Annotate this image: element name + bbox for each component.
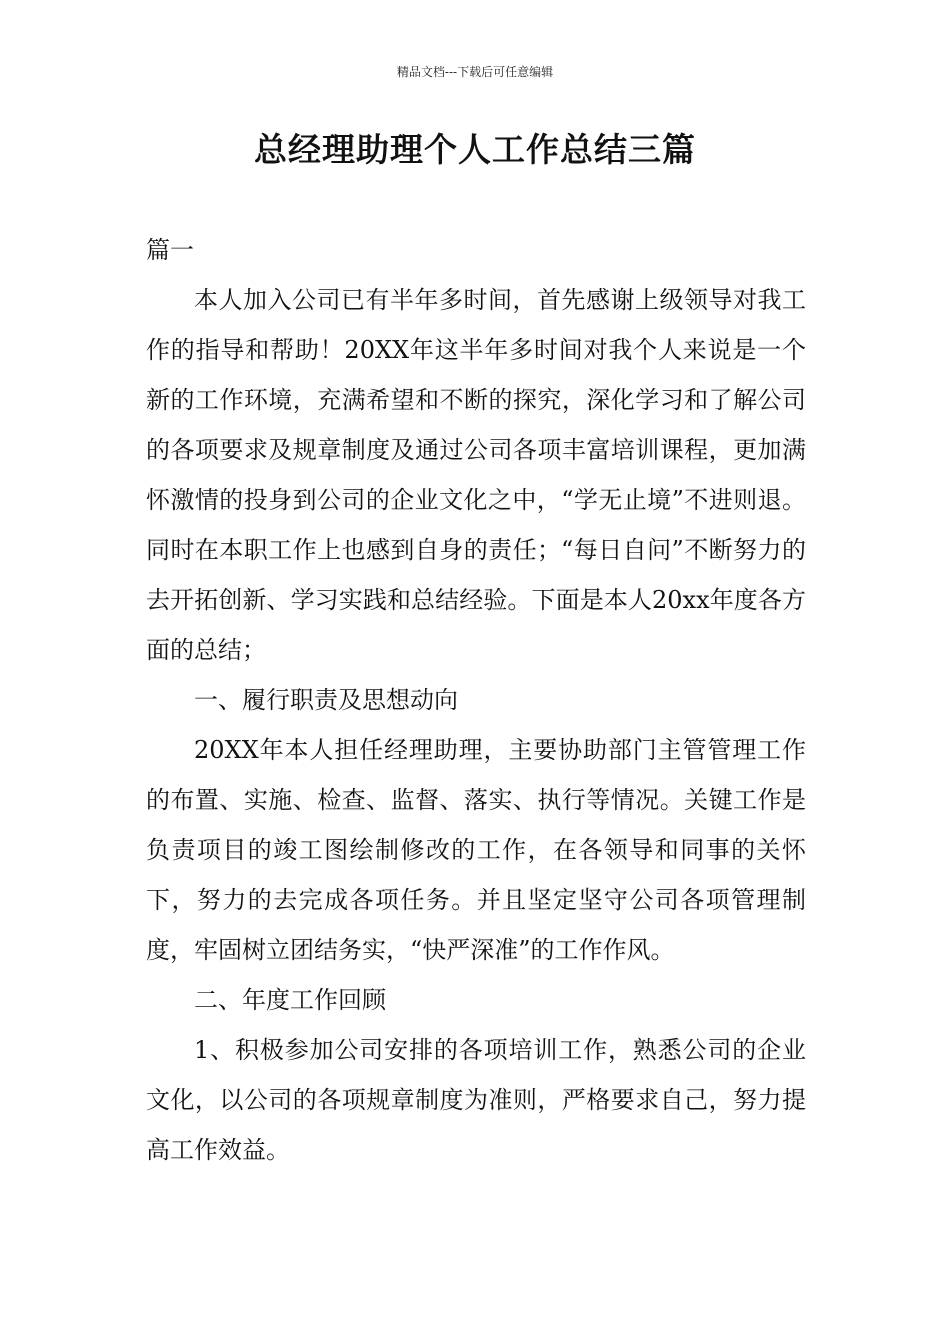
document-body bbox=[146, 225, 806, 1175]
page-header-note: 精品文档---下载后可任意编辑 bbox=[396, 65, 554, 79]
paragraph-intro: 本人加入公司已有半年多时间，首先感谢上级领导对我工作的指导和帮助！20XX年这半年多时间对我个人来说是一个新的工作环境，充满希望和不断的探究，深化学习和了解公司的各项要求及规章制度及通过公司各项丰富培训课程，更加满怀激情的投身到公司的企业文化之中，“学无止境”不进则退。同时在本职工作上也感到自身的责任；“每日自问”不断努力的去开拓创新、学习实践和总结经验。下面是本人20xx年度各方面的总结； bbox=[146, 286, 806, 664]
heading-review: 二、年度工作回顾 bbox=[194, 986, 386, 1014]
heading-duties: 一、履行职责及思想动向 bbox=[194, 686, 458, 714]
paragraph-review-item-1: 1、积极参加公司安排的各项培训工作，熟悉公司的企业文化，以公司的各项规章制度为准则，严格要求自己，努力提高工作效益。 bbox=[146, 1036, 806, 1164]
section-label: 篇一 bbox=[146, 236, 194, 264]
paragraph-duties: 20XX年本人担任经理助理，主要协助部门主管管理工作的布置、实施、检查、监督、落实、执行等情况。关键工作是负责项目的竣工图绘制修改的工作，在各领导和同事的关怀下，努力的去完成各项任务。并且坚定坚守公司各项管理制度，牢固树立团结务实，“快严深准”的工作作风。 bbox=[146, 736, 806, 964]
document-title: 总经理助理个人工作总结三篇 bbox=[254, 130, 696, 169]
